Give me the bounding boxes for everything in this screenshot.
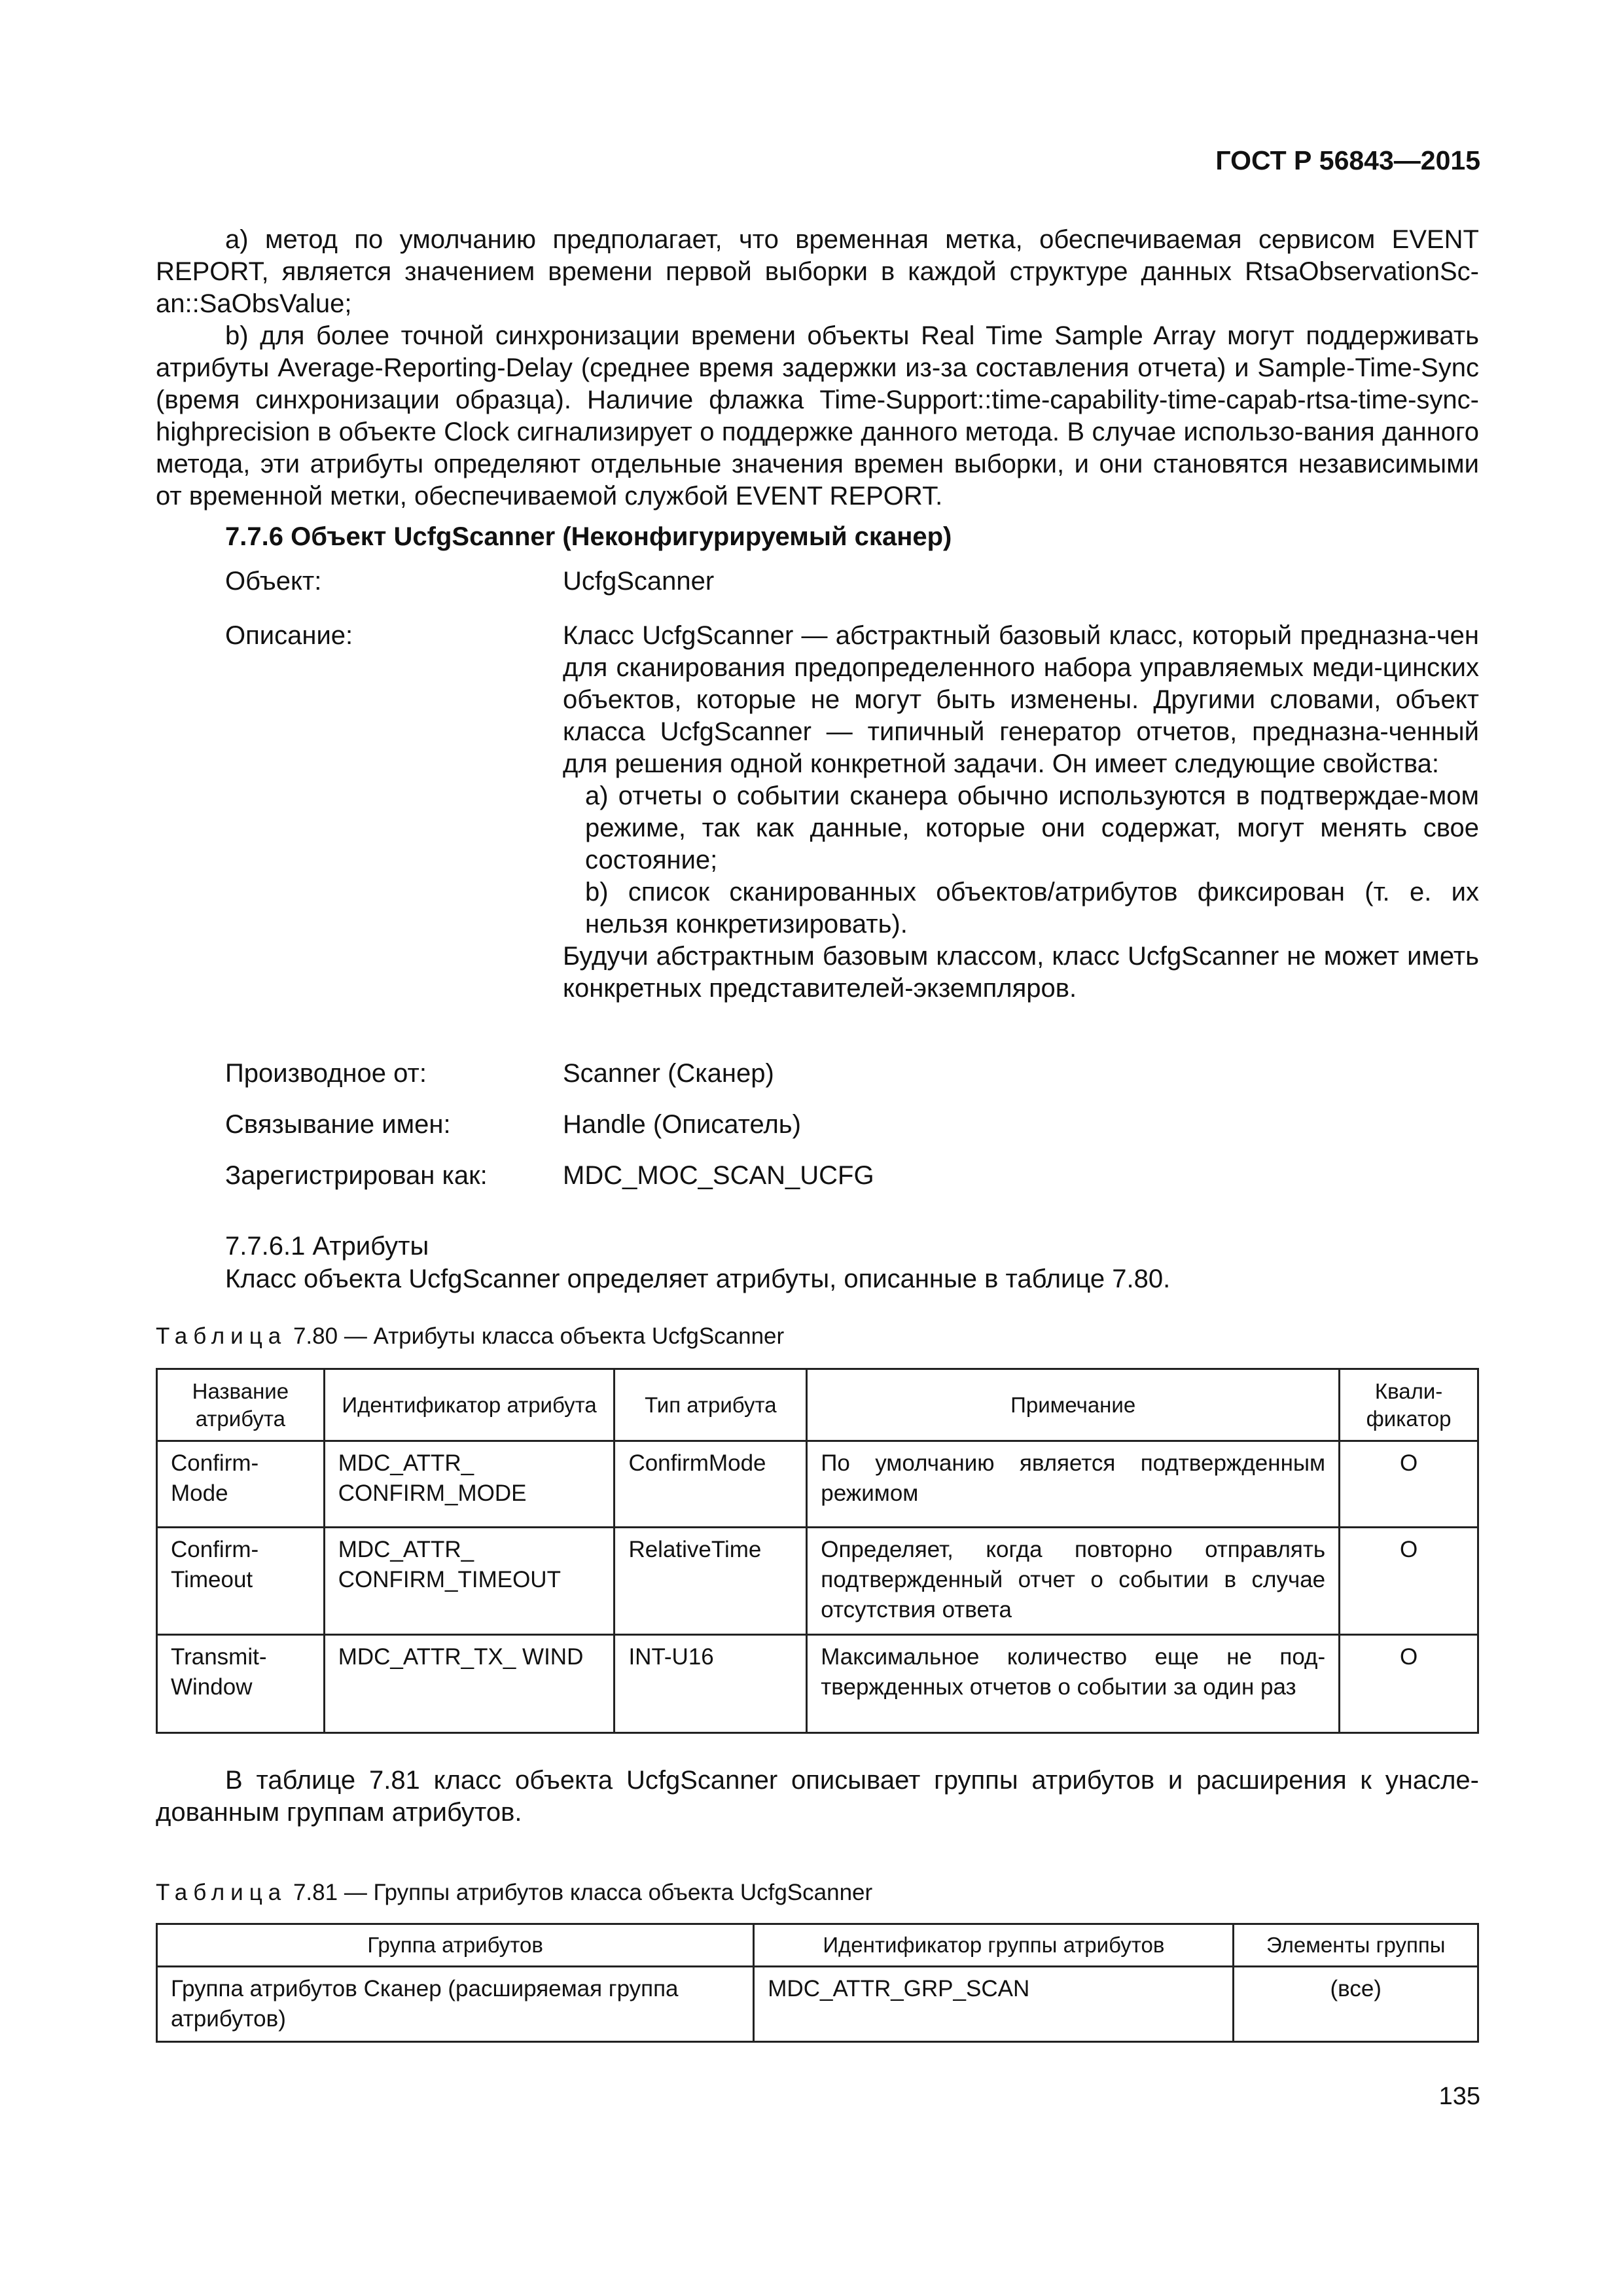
- table-cell: Группа атрибутов Сканер (расширяемая группа атрибутов): [157, 1967, 754, 2042]
- table-780: [156, 1368, 1479, 1734]
- table-cell: MDC_ATTR_ CONFIRM_MODE: [324, 1441, 615, 1528]
- table-row: [157, 1635, 1478, 1733]
- registered-value: MDC_MOC_SCAN_UCFG: [563, 1161, 874, 1190]
- header-cell: Примечание: [807, 1369, 1340, 1441]
- caption-text: 7.80 — Атрибуты класса объекта UcfgScanner: [293, 1323, 785, 1349]
- object-value: UcfgScanner: [563, 567, 715, 596]
- table-cell: RelativeTime: [615, 1528, 807, 1635]
- description-end: Будучи абстрактным базовым классом, класс UcfgScanner не может иметь конкретных представителей-экземпляров.: [563, 942, 1479, 1003]
- object-label: Объект:: [225, 567, 322, 596]
- table-cell: ConfirmMode: [615, 1441, 807, 1528]
- caption-word: Таблица: [156, 1323, 287, 1349]
- table-cell: INT-U16: [615, 1635, 807, 1733]
- document-id-header: ГОСТ Р 56843—2015: [1215, 145, 1480, 175]
- header-cell: Элементы группы: [1234, 1924, 1478, 1967]
- header-cell: Квали-фикатор: [1340, 1369, 1478, 1441]
- description-value: [563, 620, 1479, 1005]
- table-row: [157, 1967, 1478, 2042]
- table-cell: Transmit-Window: [157, 1635, 325, 1733]
- table-row: [157, 1441, 1478, 1528]
- table-cell: O: [1340, 1528, 1478, 1635]
- description-item-b: b) список сканированных объектов/атрибутов фиксирован (т. е. их нельзя конкретизировать).: [585, 878, 1479, 939]
- table-header-row: [157, 1369, 1478, 1441]
- intro-item-b: b) для более точной синхронизации времени объекты Real Time Sample Array могут поддерживать атрибуты Average-Reporting-Delay (среднее время задержки из-за составления отчета) и Sample-Time-Sync (время синхронизации образца). Наличие флажка Time-Support::time-capability-time-capab-rtsa-time-sync-highprecision в объекте Clock сигнализирует о поддержке данного метода. В случае использо-вания данного метода, эти атрибуты определяют отдельные значения времен выборки, и они становятся независимыми от временной метки, обеспечиваемой службой EVENT REPORT.: [156, 321, 1479, 511]
- table-cell: Confirm-Timeout: [157, 1528, 325, 1635]
- table-780-caption: [156, 1323, 784, 1350]
- table-781-caption: [156, 1880, 872, 1906]
- table-cell: Максимальное количество еще не под-твержденных отчетов о событии за один раз: [807, 1635, 1340, 1733]
- table-cell: (все): [1234, 1967, 1478, 2042]
- between-text: В таблице 7.81 класс объекта UcfgScanner описывает группы атрибутов и расширения к унасле-дованным группам атрибутов.: [156, 1766, 1479, 1827]
- derived-value: Scanner (Сканер): [563, 1059, 774, 1088]
- header-cell: Название атрибута: [157, 1369, 325, 1441]
- naming-label: Связывание имен:: [225, 1110, 451, 1139]
- description-item-a: а) отчеты о событии сканера обычно используются в подтверждае-мом режиме, так как данные, которые они содержат, могут менять свое состояние;: [585, 781, 1479, 874]
- intro-item-a: а) метод по умолчанию предполагает, что временная метка, обеспечиваемая сервисом EVENT REPORT, является значением времени первой выборки в каждой структуре данных RtsaObservationSc-an::SaObsValue;: [156, 225, 1479, 318]
- table-cell: MDC_ATTR_TX_ WIND: [324, 1635, 615, 1733]
- description-main: Класс UcfgScanner — абстрактный базовый класс, который предназна-чен для сканирования предопределенного набора управляемых меди-цинских объектов, которые не могут быть изменены. Другими словами, объект класса UcfgScanner — типичный генератор отчетов, предназна-ченный для решения одной конкретной задачи. Он имеет следующие свойства:: [563, 621, 1479, 778]
- page-number: 135: [1438, 2083, 1480, 2110]
- description-label: Описание:: [225, 621, 353, 650]
- caption-word: Таблица: [156, 1880, 287, 1905]
- header-cell: Идентификатор атрибута: [324, 1369, 615, 1441]
- header-cell: Группа атрибутов: [157, 1924, 754, 1967]
- table-cell: MDC_ATTR_ CONFIRM_TIMEOUT: [324, 1528, 615, 1635]
- sub-heading: 7.7.6.1 Атрибуты: [225, 1232, 429, 1261]
- table-header-row: [157, 1924, 1478, 1967]
- table-cell: MDC_ATTR_GRP_SCAN: [754, 1967, 1234, 2042]
- table-781: [156, 1923, 1479, 2043]
- table-cell: Confirm-Mode: [157, 1441, 325, 1528]
- table-row: [157, 1528, 1478, 1635]
- table-cell: По умолчанию является подтвержденным режимом: [807, 1441, 1340, 1528]
- table-cell: O: [1340, 1635, 1478, 1733]
- table-cell: Определяет, когда повторно отправлять подтвержденный отчет о событии в случае отсутствия ответа: [807, 1528, 1340, 1635]
- derived-label: Производное от:: [225, 1059, 427, 1088]
- naming-value: Handle (Описатель): [563, 1110, 801, 1139]
- header-cell: Тип атрибута: [615, 1369, 807, 1441]
- registered-label: Зарегистрирован как:: [225, 1161, 488, 1190]
- caption-text: 7.81 — Группы атрибутов класса объекта UcfgScanner: [293, 1880, 873, 1905]
- sub-text: Класс объекта UcfgScanner определяет атрибуты, описанные в таблице 7.80.: [225, 1265, 1171, 1293]
- header-cell: Идентификатор группы атрибутов: [754, 1924, 1234, 1967]
- table-cell: O: [1340, 1441, 1478, 1528]
- section-heading: 7.7.6 Объект UcfgScanner (Неконфигурируемый сканер): [225, 522, 952, 551]
